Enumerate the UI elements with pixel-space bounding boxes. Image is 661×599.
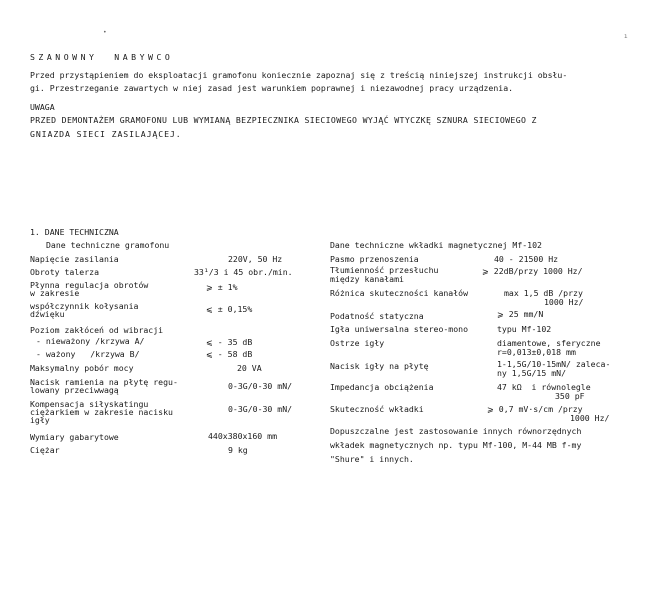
spec-value: r=0,013±0,018 mm (497, 347, 576, 357)
spec-label: współczynnik kołysania (30, 301, 139, 311)
spec-label: dźwięku (30, 309, 65, 319)
spec-label: Tłumienność przesłuchu (330, 265, 439, 275)
spec-label: Ciężar (30, 445, 60, 455)
note-line: wkładek magnetycznych np. typu Mf-100, M-44 MB f-my (330, 440, 582, 450)
spec-value: ⩾ ± 1% (206, 282, 238, 292)
spec-value: 33¹/3 i 45 obr./min. (194, 267, 293, 277)
spec-label: Różnica skuteczności kanałów (330, 288, 469, 298)
warning-title: UWAGA (30, 102, 55, 112)
spec-label: Pasmo przenoszenia (330, 254, 419, 264)
spec-label: Ostrze igły (330, 338, 385, 348)
left-heading: Dane techniczne gramofonu (46, 240, 170, 250)
spec-value: ⩽ - 58 dB (206, 349, 253, 359)
spec-label: Maksymalny pobór mocy (30, 363, 134, 373)
spec-value: 1000 Hz/ (570, 413, 610, 423)
spec-value: 20 VA (237, 363, 262, 373)
spec-label: Skuteczność wkładki (330, 404, 424, 414)
note-line: Dopuszczalne jest zastosowanie innych równorzędnych (330, 426, 582, 436)
spec-value: ⩾ 25 mm/N (497, 309, 544, 319)
spec-label: Nacisk ramienia na płytę regu- (30, 377, 178, 387)
spec-label: Nacisk igły na płytę (330, 361, 429, 371)
spec-label: między kanałami (330, 274, 404, 284)
section-title: 1. DANE TECHNICZNA (30, 227, 119, 237)
spec-value: 1000 Hz/ (544, 297, 584, 307)
spec-value: 220V, 50 Hz (228, 254, 283, 264)
spec-value: 0-3G/0-30 mN/ (228, 381, 293, 391)
spec-label: Płynna regulacja obrotów (30, 280, 149, 290)
spec-label: lowany przeciwwagą (30, 385, 119, 395)
spec-label: Kompensacja siłyskatingu (30, 399, 149, 409)
warning-line: GNIAZDA SIECI ZASILAJĄCEJ. (30, 129, 182, 139)
spec-value: diamentowe, sferyczne (497, 338, 601, 348)
scan-mark: ı (624, 33, 628, 40)
greeting: SZANOWNY NABYWCO (30, 52, 174, 62)
right-heading: Dane techniczne wkładki magnetycznej Mf-102 (330, 240, 542, 250)
spec-label: Igła uniwersalna stereo-mono (330, 324, 469, 334)
spec-label: w zakresie (30, 288, 80, 298)
spec-label: igły (30, 415, 50, 425)
spec-value: 440x380x160 mm (208, 431, 278, 441)
spec-value: 350 pF (555, 391, 585, 401)
warning-line: PRZED DEMONTAŻEM GRAMOFONU LUB WYMIANĄ BEZPIECZNIKA SIECIOWEGO WYJĄĆ WTYCZKĘ SZNURA SIECIOWEGO Z (30, 115, 537, 125)
spec-label: - nieważony /krzywa A/ (36, 336, 145, 346)
spec-value: ⩽ ± 0,15% (206, 304, 253, 314)
spec-value: 0-3G/0-30 mN/ (228, 404, 293, 414)
spec-value: ⩾ 0,7 mV·s/cm /przy (487, 404, 583, 414)
spec-label: Napięcie zasilania (30, 254, 119, 264)
note-line: "Shure" i innych. (330, 454, 414, 464)
spec-value: 40 - 21500 Hz (494, 254, 559, 264)
spec-label: Podatność statyczna (330, 311, 424, 321)
intro-line: gi. Przestrzeganie zawartych w niej zasad jest warunkiem poprawnej i niezawodnej pracy urządzenia. (30, 83, 514, 93)
spec-value: 47 kΩ i równolegle (497, 382, 591, 392)
spec-value: 9 kg (228, 445, 248, 455)
spec-label: Poziom zakłóceń od wibracji (30, 325, 164, 335)
spec-value: 1-1,5G/10-15mN/ zaleca- (497, 359, 611, 369)
spec-label: ciężarkiem w zakresie nacisku (30, 407, 173, 417)
spec-value: typu Mf-102 (497, 324, 552, 334)
spec-label: - ważony /krzywa B/ (36, 349, 140, 359)
spec-value: max 1,5 dB /przy (504, 288, 583, 298)
spec-value: ⩾ 22dB/przy 1000 Hz/ (482, 266, 583, 276)
spec-value: ny 1,5G/15 mN/ (497, 368, 567, 378)
spec-label: Impedancja obciążenia (330, 382, 434, 392)
spec-label: Obroty talerza (30, 267, 100, 277)
intro-line: Przed przystąpieniem do eksploatacji gramofonu koniecznie zapoznaj się z treścią niniejszej instrukcji obsłu- (30, 70, 568, 80)
scan-mark: • (103, 29, 107, 36)
spec-label: Wymiary gabarytowe (30, 432, 119, 442)
spec-value: ⩽ - 35 dB (206, 337, 253, 347)
